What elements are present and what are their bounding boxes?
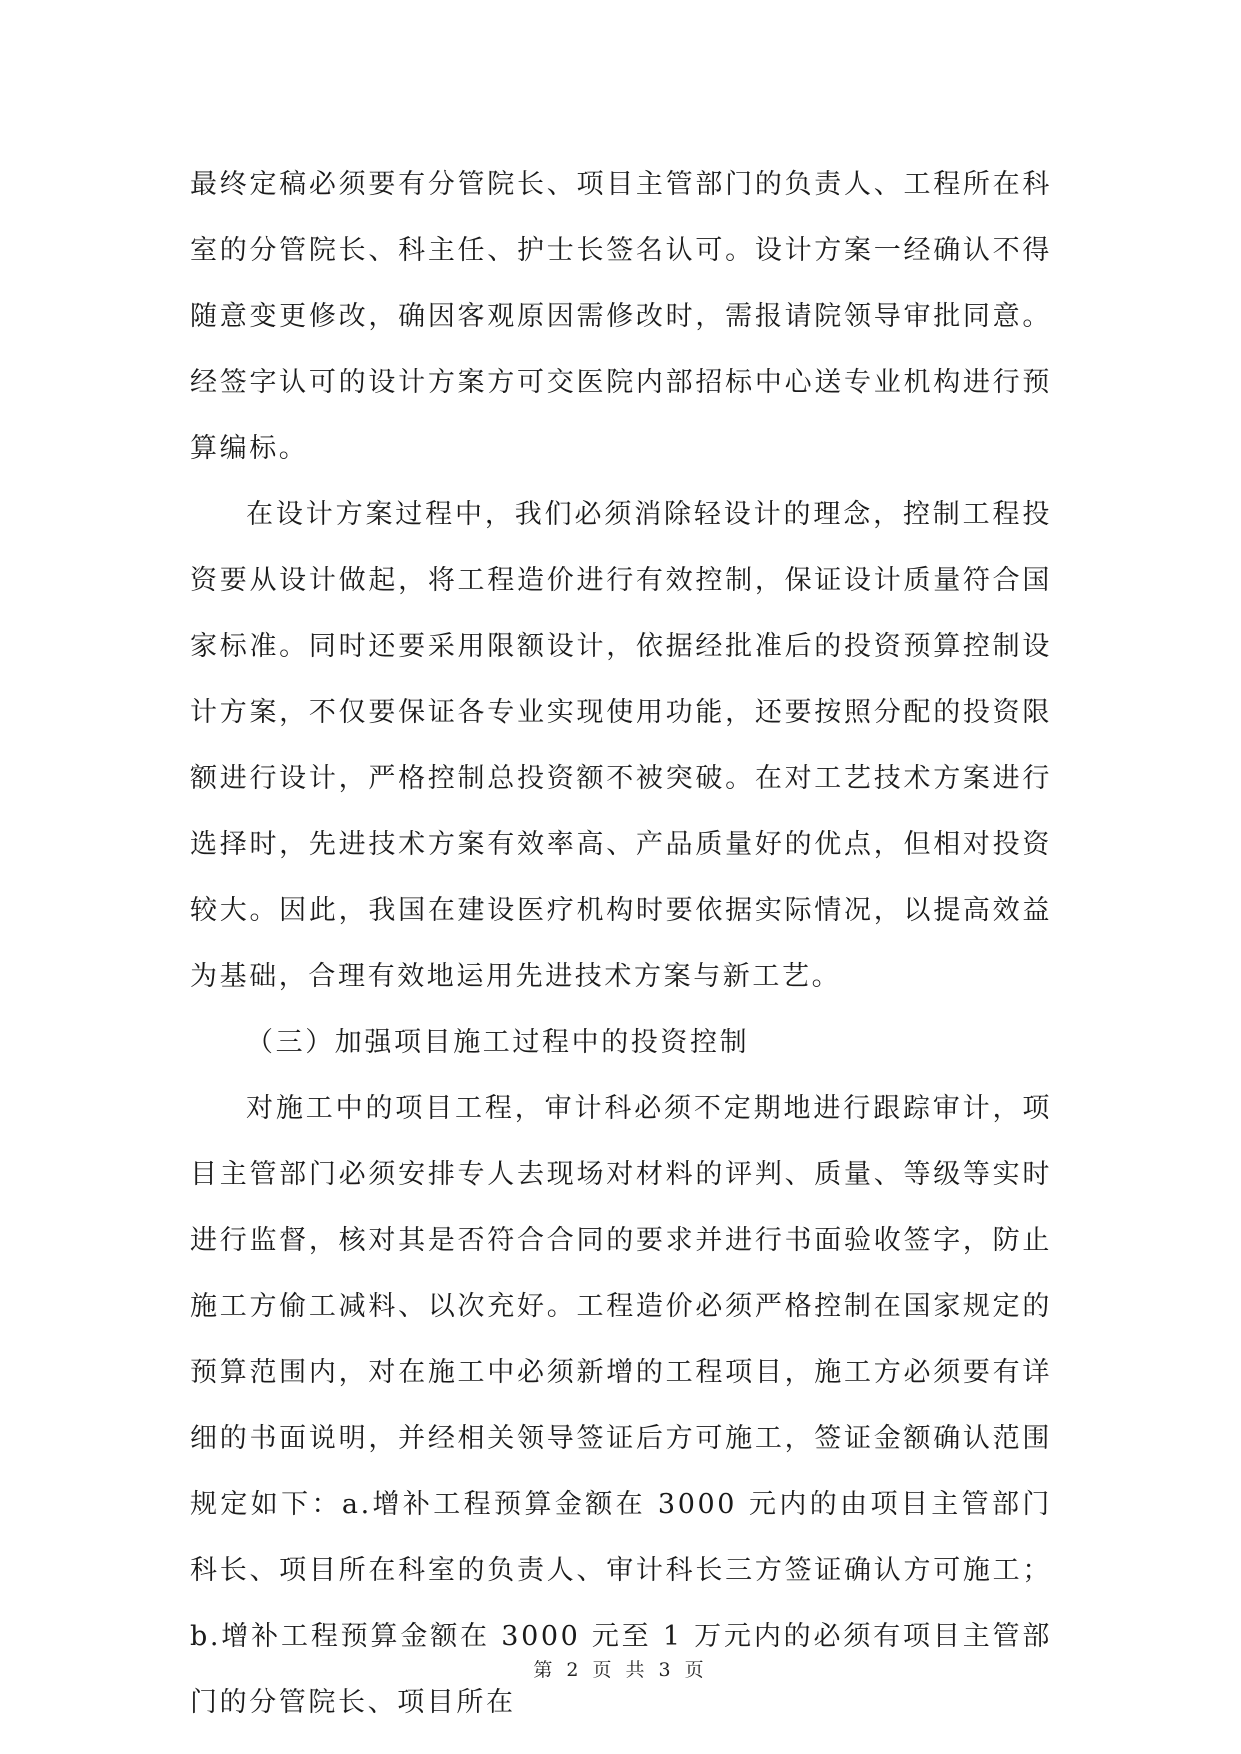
section-heading: （三）加强项目施工过程中的投资控制 [246, 1027, 750, 1058]
paragraph-continuation: 最终定稿必须要有分管院长、项目主管部门的负责人、工程所在科室的分管院长、科主任、护士长签名认可。设计方案一经确认不得随意变更修改，确因客观原因需修改时，需报请院领导审批同意。经签字认可的设计方案方可交医院内部招标中心送专业机构进行预算编标。 [190, 169, 1052, 464]
paragraph-design-control: 在设计方案过程中，我们必须消除轻设计的理念，控制工程投资要从设计做起，将工程造价进行有效控制，保证设计质量符合国家标准。同时还要采用限额设计，依据经批准后的投资预算控制设计方案，不仅要保证各专业实现使用功能，还要按照分配的投资限额进行设计，严格控制总投资额不被突破。在对工艺技术方案进行选择时，先进技术方案有效率高、产品质量好的优点，但相对投资较大。因此，我国在建设医疗机构时要依据实际情况，以提高效益为基础，合理有效地运用先进技术方案与新工艺。 [190, 499, 1052, 992]
paragraph-construction-control: 对施工中的项目工程，审计科必须不定期地进行跟踪审计，项目主管部门必须安排专人去现场对材料的评判、质量、等级等实时进行监督，核对其是否符合合同的要求并进行书面验收签字，防止施工方偷工减料、以次充好。工程造价必须严格控制在国家规定的预算范围内，对在施工中必须新增的工程项目，施工方必须要有详细的书面说明，并经相关领导签证后方可施工，签证金额确认范围规定如下：a.增补工程预算金额在 3000 元内的由项目主管部门科长、项目所在科室的负责人、审计科长三方签证确认方可施工；b.增补工程预算金额在 3000 元至 1 万元内的必须有项目主管部门的分管院长、项目所在 [190, 1093, 1052, 1718]
document-body [190, 152, 1052, 1736]
page-footer: 第 2 页 共 3 页 [533, 1659, 708, 1681]
